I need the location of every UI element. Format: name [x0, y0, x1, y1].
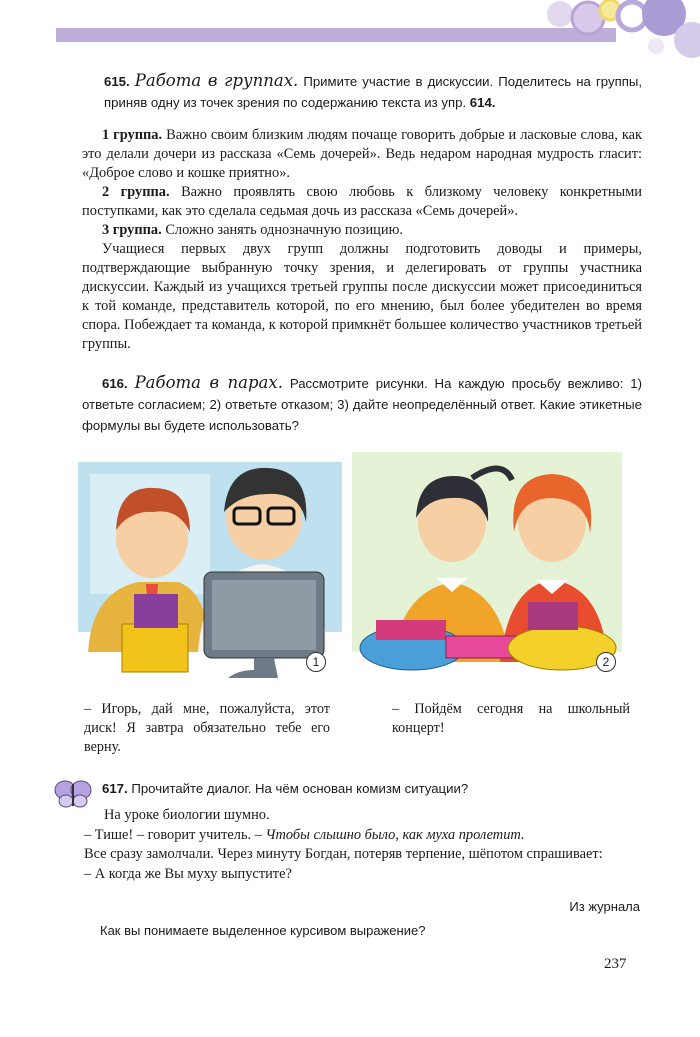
dialog-line-2b-italic: Чтобы слышно было, как муха пролетит.	[265, 826, 525, 843]
illustration-boys-computer	[78, 452, 342, 680]
butterfly-icon	[54, 778, 92, 808]
group2-label: 2 группа.	[102, 184, 170, 200]
dialog-line-4: – А когда же Вы муху выпустите?	[84, 865, 292, 882]
source-note: Из журнала	[569, 899, 640, 914]
illustration-girls-books	[352, 452, 622, 680]
ex615-task	[104, 70, 642, 113]
group2-text: Важно проявлять свою любовь к близкому человеку конкретными поступками, как это сделала седьмая дочь из рассказа «Семь дочерей».	[82, 184, 643, 219]
caption-2: – Пойдём сегодня на школьный концерт!	[392, 701, 630, 736]
ex616-task	[82, 372, 642, 436]
ex617-question: Как вы понимаете выделенное курсивом выражение?	[100, 923, 426, 938]
ex615-title: Работа в группах.	[134, 71, 299, 90]
ex616-number: 616.	[102, 376, 128, 391]
ex617-number: 617.	[102, 781, 128, 796]
caption-1: – Игорь, дай мне, пожалуйста, этот диск! Я завтра обязательно тебе его верну.	[84, 701, 330, 755]
ex615-paragraph: Учащиеся первых двух групп должны подготовить доводы и примеры, подтверждающие выбранную точку зрения, и делегировать от группы участника дискуссии. Каждый из учащихся третьей группы после дискуссии может присоединиться к той команде, представитель которой, по его мнению, был более убедителен во время спора. Побеждает та команда, к которой примкнёт большее количество участников третьей группы.	[82, 241, 642, 352]
dialog-line-2a: – Тише! – говорит учитель. –	[84, 826, 262, 843]
page-number: 237	[604, 956, 627, 972]
ex615-body	[82, 126, 642, 354]
ex617-dialog	[84, 806, 640, 884]
group3-text: Сложно занять однозначную позицию.	[165, 222, 403, 238]
ex615-ref: 614.	[469, 95, 496, 110]
decorative-circles	[540, 0, 700, 60]
group3-label: 3 группа.	[102, 222, 162, 238]
ex615-instruction: Примите участие в дискуссии. Поделитесь на группы, приняв одну из точек зрения по содержанию текста из упр.	[104, 74, 642, 110]
ex616-title: Работа в парах.	[134, 373, 283, 392]
group1-label: 1 группа.	[102, 127, 163, 143]
ex616-instruction: Рассмотрите рисунки. На каждую просьбу вежливо: 1) ответьте согласием; 2) ответьте отказом; 3) дайте неопределённый ответ. Какие этикетные формулы вы будете использовать?	[82, 376, 642, 433]
header-band	[56, 28, 616, 42]
dialog-line-1: На уроке биологии шумно.	[104, 807, 270, 823]
ex615-number: 615.	[104, 74, 130, 89]
ex617-instruction: Прочитайте диалог. На чём основан комизм ситуации?	[131, 781, 469, 796]
dialog-line-3: Все сразу замолчали. Через минуту Богдан, потеряв терпение, шёпотом спрашивает:	[84, 846, 603, 862]
group1-text: Важно своим близким людям почаще говорить добрые и ласковые слова, как это делали дочери из рассказа «Семь дочерей». Ведь недаром народная мудрость гласит: «Доброе слово и кошке приятно».	[82, 127, 642, 181]
picture-1-number: 1	[306, 652, 326, 672]
ex617-task	[102, 778, 642, 799]
picture-2-number: 2	[596, 652, 616, 672]
